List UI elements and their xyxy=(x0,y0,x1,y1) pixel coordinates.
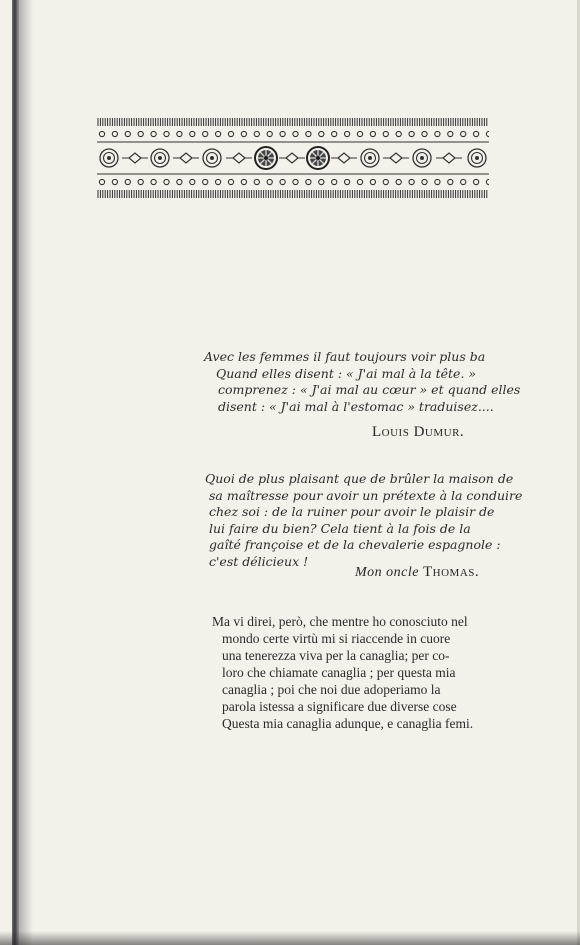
quote-line: comprenez : « J'ai mal au cœur » et quand elles xyxy=(218,382,521,397)
quote-thomas xyxy=(205,471,523,570)
decorative-header-ornament xyxy=(97,115,489,201)
quote-line: mondo certe virtù mi si riaccende in cuore xyxy=(222,631,451,646)
page-bottom-shadow xyxy=(0,931,580,945)
dot-row-bottom xyxy=(99,179,489,184)
dot-row-top xyxy=(99,131,489,136)
quote-dumur xyxy=(204,349,521,415)
hatch-border-top xyxy=(98,118,487,126)
quote-line: lui faire du bien? Cela tient à la fois de la xyxy=(209,520,471,536)
quote-line: una tenerezza viva per la canaglia; per co- xyxy=(222,648,450,663)
author-dumur: Louis Dumur. xyxy=(372,424,465,440)
quote-line: parola istessa a significare due diverse cose xyxy=(222,699,457,714)
quote-line: canaglia ; poi che noi due adoperiamo la xyxy=(222,682,441,697)
quote-line: loro che chiamate canaglia ; per questa mia xyxy=(222,665,456,680)
quote-italian xyxy=(212,613,502,732)
quote-line: Questa mia canaglia adunque, e canaglia femi. xyxy=(222,716,474,731)
quote-line: Ma vi direi, però, che mentre ho conosciuto nel xyxy=(212,614,468,629)
quote-line: Quand elles disent : « J'ai mal à la tête. » xyxy=(216,365,477,381)
quote-line: Quoi de plus plaisant que de brûler la maison de xyxy=(205,471,514,486)
quote-line: disent : « J'ai mal à l'estomac » traduisez.... xyxy=(218,398,494,414)
spiral-rosette-band xyxy=(100,147,486,169)
author-thomas: Mon oncle Thomas. xyxy=(355,564,480,580)
quote-line: gaîté françoise et de la chevalerie espagnole : xyxy=(209,537,501,552)
quote-line: Avec les femmes il faut toujours voir plus ba xyxy=(204,349,486,364)
quote-line: c'est délicieux ! xyxy=(209,553,309,569)
spine-shadow xyxy=(19,0,33,945)
hatch-border-bottom xyxy=(98,190,487,198)
quote-line: sa maîtresse pour avoir un prétexte à la conduire xyxy=(209,487,523,503)
book-spine xyxy=(12,0,19,945)
quote-line: chez soi : de la ruiner pour avoir le plaisir de xyxy=(209,504,495,519)
